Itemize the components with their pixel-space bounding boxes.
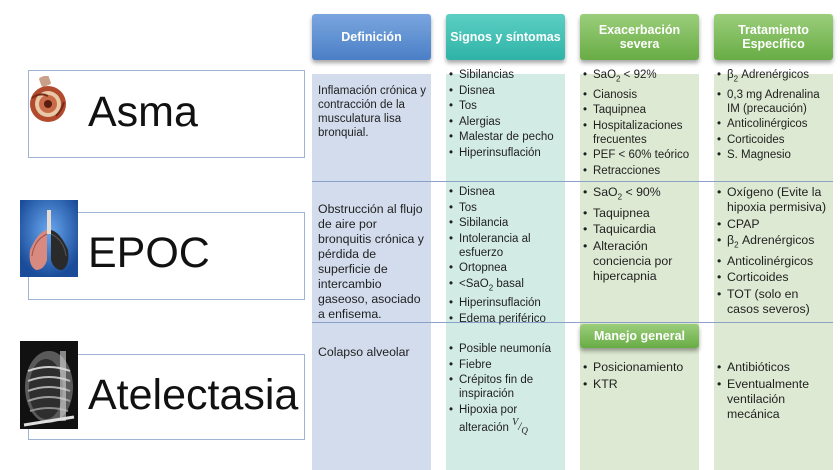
epoc-definicion — [318, 202, 430, 322]
epoc-tratamiento-item: • TOT (solo en casos severos) — [716, 287, 832, 317]
manejo-general-header: Manejo general — [580, 324, 699, 348]
epoc-signo-item: • Ortopnea — [448, 261, 563, 275]
epoc-exacerbacion-item: • Alteración conciencia por hipercapnia — [582, 239, 697, 284]
asma-exacerbacion-item: • Taquipnea — [582, 103, 697, 117]
epoc-tratamiento-item: • Corticoides — [716, 270, 832, 285]
asma-signo-item: • Tos — [448, 99, 563, 113]
atelectasia-signos — [448, 342, 563, 439]
asma-tratamiento-item: • $\beta_2$ Adrenérgicos — [716, 68, 831, 86]
asma-tratamiento — [716, 68, 831, 164]
asma-definicion-text: Inflamación crónica y contracción de la musculatura lisa bronquial. — [318, 85, 427, 139]
epoc-definicion-text: Obstrucción al flujo de aire por bronquitis crónica y pérdida de superficie de intercambio gaseoso, asociado a enfisema. — [318, 202, 424, 321]
asma-tratamiento-item: • Corticoides — [716, 133, 831, 147]
row-title-asma: Asma — [88, 88, 198, 136]
asma-signo-item: • Sibilancias — [448, 68, 563, 82]
header-tratamiento — [714, 14, 833, 60]
epoc-tratamiento-item: • Anticolinérgicos — [716, 254, 832, 269]
header-exacerbacion — [580, 14, 699, 60]
epoc-tratamiento-item: • Oxígeno (Evite la hipoxia permisiva) — [716, 185, 832, 215]
asma-exacerbacion — [582, 68, 697, 179]
asma-tratamiento-item: • S. Magnesio — [716, 148, 831, 162]
atelectasia-tratamiento — [716, 360, 831, 423]
row-title-epoc: EPOC — [88, 229, 210, 277]
header-definicion: Definición — [312, 14, 431, 60]
epoc-signo-item: • Edema periférico — [448, 312, 563, 326]
lungs-icon — [20, 200, 78, 277]
asma-signo-item: • Disnea — [448, 84, 563, 98]
epoc-signos — [448, 185, 563, 327]
epoc-exacerbacion-item: • Taquipnea — [582, 206, 697, 221]
atelectasia-manejo — [582, 360, 697, 393]
epoc-signo-item: • Disnea — [448, 185, 563, 199]
asma-exacerbacion-item: • PEF < 60% teórico — [582, 148, 697, 162]
atelectasia-signo-item: • Crépitos fin de inspiración — [448, 373, 563, 401]
epoc-tratamiento — [716, 185, 832, 318]
atelectasia-tratamiento-item: • Antibióticos — [716, 360, 831, 375]
atelectasia-signo-item: • Fiebre — [448, 358, 563, 372]
epoc-signo-item: • Sibilancia — [448, 216, 563, 230]
atelectasia-signo-item: • Posible neumonía — [448, 342, 563, 356]
bronchus-icon — [26, 76, 70, 124]
epoc-signo-item: • Hiperinsuflación — [448, 296, 563, 310]
asma-exacerbacion-item: • SaO$_2$ < 92% — [582, 68, 697, 86]
atelectasia-definicion — [318, 345, 430, 360]
asma-definicion — [318, 84, 430, 140]
atelectasia-tratamiento-item: • Eventualmente ventilación mecánica — [716, 377, 831, 422]
asma-signo-item: • Malestar de pecho — [448, 130, 563, 144]
epoc-exacerbacion — [582, 185, 697, 285]
row-divider — [312, 181, 833, 182]
atelectasia-definicion-text: Colapso alveolar — [318, 345, 410, 359]
asma-signos — [448, 68, 563, 161]
header-signos: Signos y síntomas — [446, 14, 565, 60]
asma-signo-item: • Alergias — [448, 115, 563, 129]
xray-icon — [20, 341, 78, 429]
atelectasia-manejo-item: • Posicionamiento — [582, 360, 697, 375]
asma-exacerbacion-item: • Retracciones — [582, 164, 697, 178]
header-tratamiento-label: Tratamiento Específico — [738, 23, 809, 51]
epoc-signo-item: • Intolerancia al esfuerzo — [448, 232, 563, 260]
epoc-signo-item: • Tos — [448, 201, 563, 215]
row-title-atelectasia: Atelectasia — [88, 371, 299, 419]
asma-signo-item: • Hiperinsuflación — [448, 146, 563, 160]
epoc-tratamiento-item: • CPAP — [716, 217, 832, 232]
epoc-exacerbacion-item: • SaO$_2$ < 90% — [582, 185, 697, 204]
row-divider — [312, 322, 833, 323]
atelectasia-signo-item: • Hipoxia por alteración $^V/_Q$ — [448, 403, 563, 438]
atelectasia-manejo-item: • KTR — [582, 377, 697, 392]
epoc-signo-item: • <SaO$_2$ basal — [448, 277, 563, 295]
epoc-tratamiento-item: • $\beta_2$ Adrenérgicos — [716, 233, 832, 252]
epoc-exacerbacion-item: • Taquicardia — [582, 222, 697, 237]
asma-exacerbacion-item: • Cianosis — [582, 88, 697, 102]
asma-tratamiento-item: • 0,3 mg Adrenalina IM (precaución) — [716, 88, 831, 116]
header-exacerbacion-label: Exacerbación severa — [598, 23, 681, 51]
asma-exacerbacion-item: • Hospitalizaciones frecuentes — [582, 119, 697, 147]
asma-tratamiento-item: • Anticolinérgicos — [716, 117, 831, 131]
